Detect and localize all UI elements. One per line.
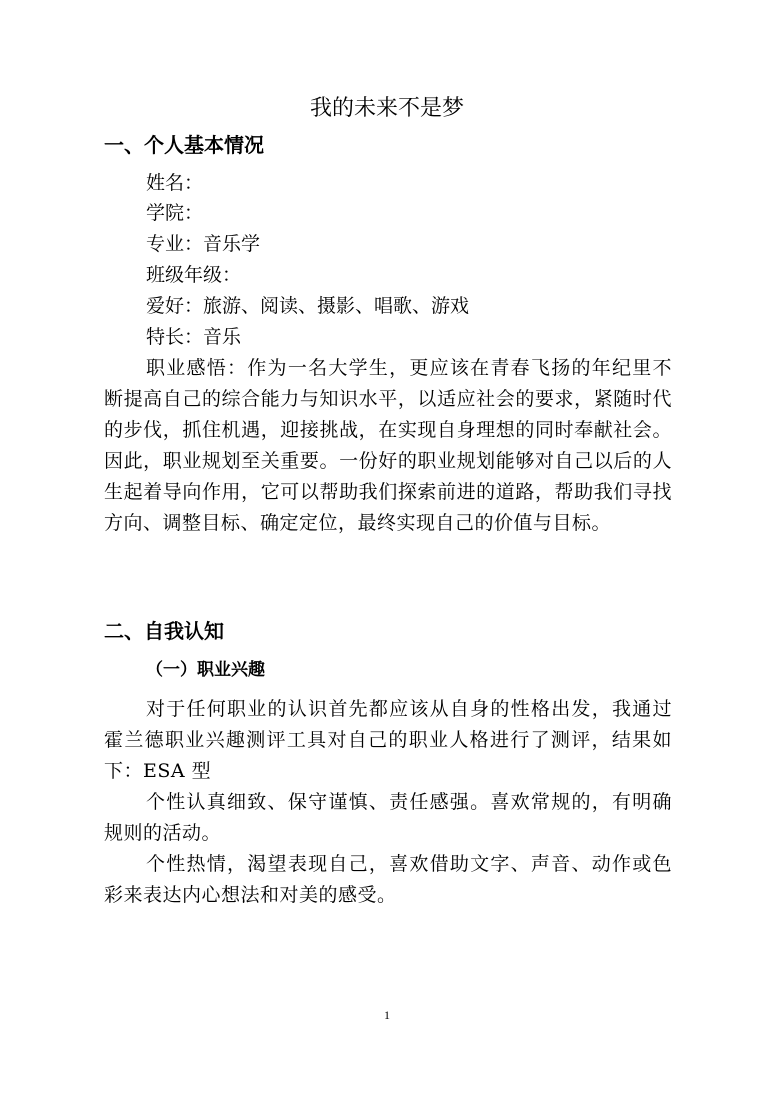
interest-test-paragraph: 对于任何职业的认识首先都应该从自身的性格出发，我通过霍兰德职业兴趣测评工具对自己的职业人格进行了测评，结果如下：ESA 型 <box>104 698 672 782</box>
document-title: 我的未来不是梦 <box>309 96 464 121</box>
field-major: 专业：音乐学 <box>146 233 261 255</box>
career-insight-paragraph: 职业感悟：作为一名大学生，更应该在青春飞扬的年纪里不断提高自己的综合能力与知识水平，以适应社会的要求，紧随时代的步伐，抓住机遇，迎接挑战，在实现自身理想的同时奉献社会。因此，职业规划至关重要。一份好的职业规划能够对自己以后的人生起着导向作用，它可以帮助我们探索前进的道路，帮助我们寻找方向、调整目标、确定定位，最终实现自己的价值与目标。 <box>104 357 672 534</box>
section-heading-basic-info: 一、个人基本情况 <box>104 133 264 157</box>
subheading-career-interest: （一）职业兴趣 <box>146 660 265 680</box>
field-college: 学院： <box>146 202 204 224</box>
personality-paragraph-1: 个性认真细致、保守谨慎、责任感强。喜欢常规的，有明确规则的活动。 <box>104 791 672 844</box>
page-number: 1 <box>384 1008 390 1022</box>
field-specialty: 特长：音乐 <box>146 326 242 348</box>
field-hobbies: 爱好：旅游、阅读、摄影、唱歌、游戏 <box>146 295 470 317</box>
personality-paragraph-2: 个性热情，渴望表现自己，喜欢借助文字、声音、动作或色彩来表达内心想法和对美的感受。 <box>104 853 672 906</box>
section-heading-self-awareness: 二、自我认知 <box>104 619 224 643</box>
field-name: 姓名： <box>146 172 204 194</box>
field-class-grade: 班级年级： <box>146 264 242 286</box>
